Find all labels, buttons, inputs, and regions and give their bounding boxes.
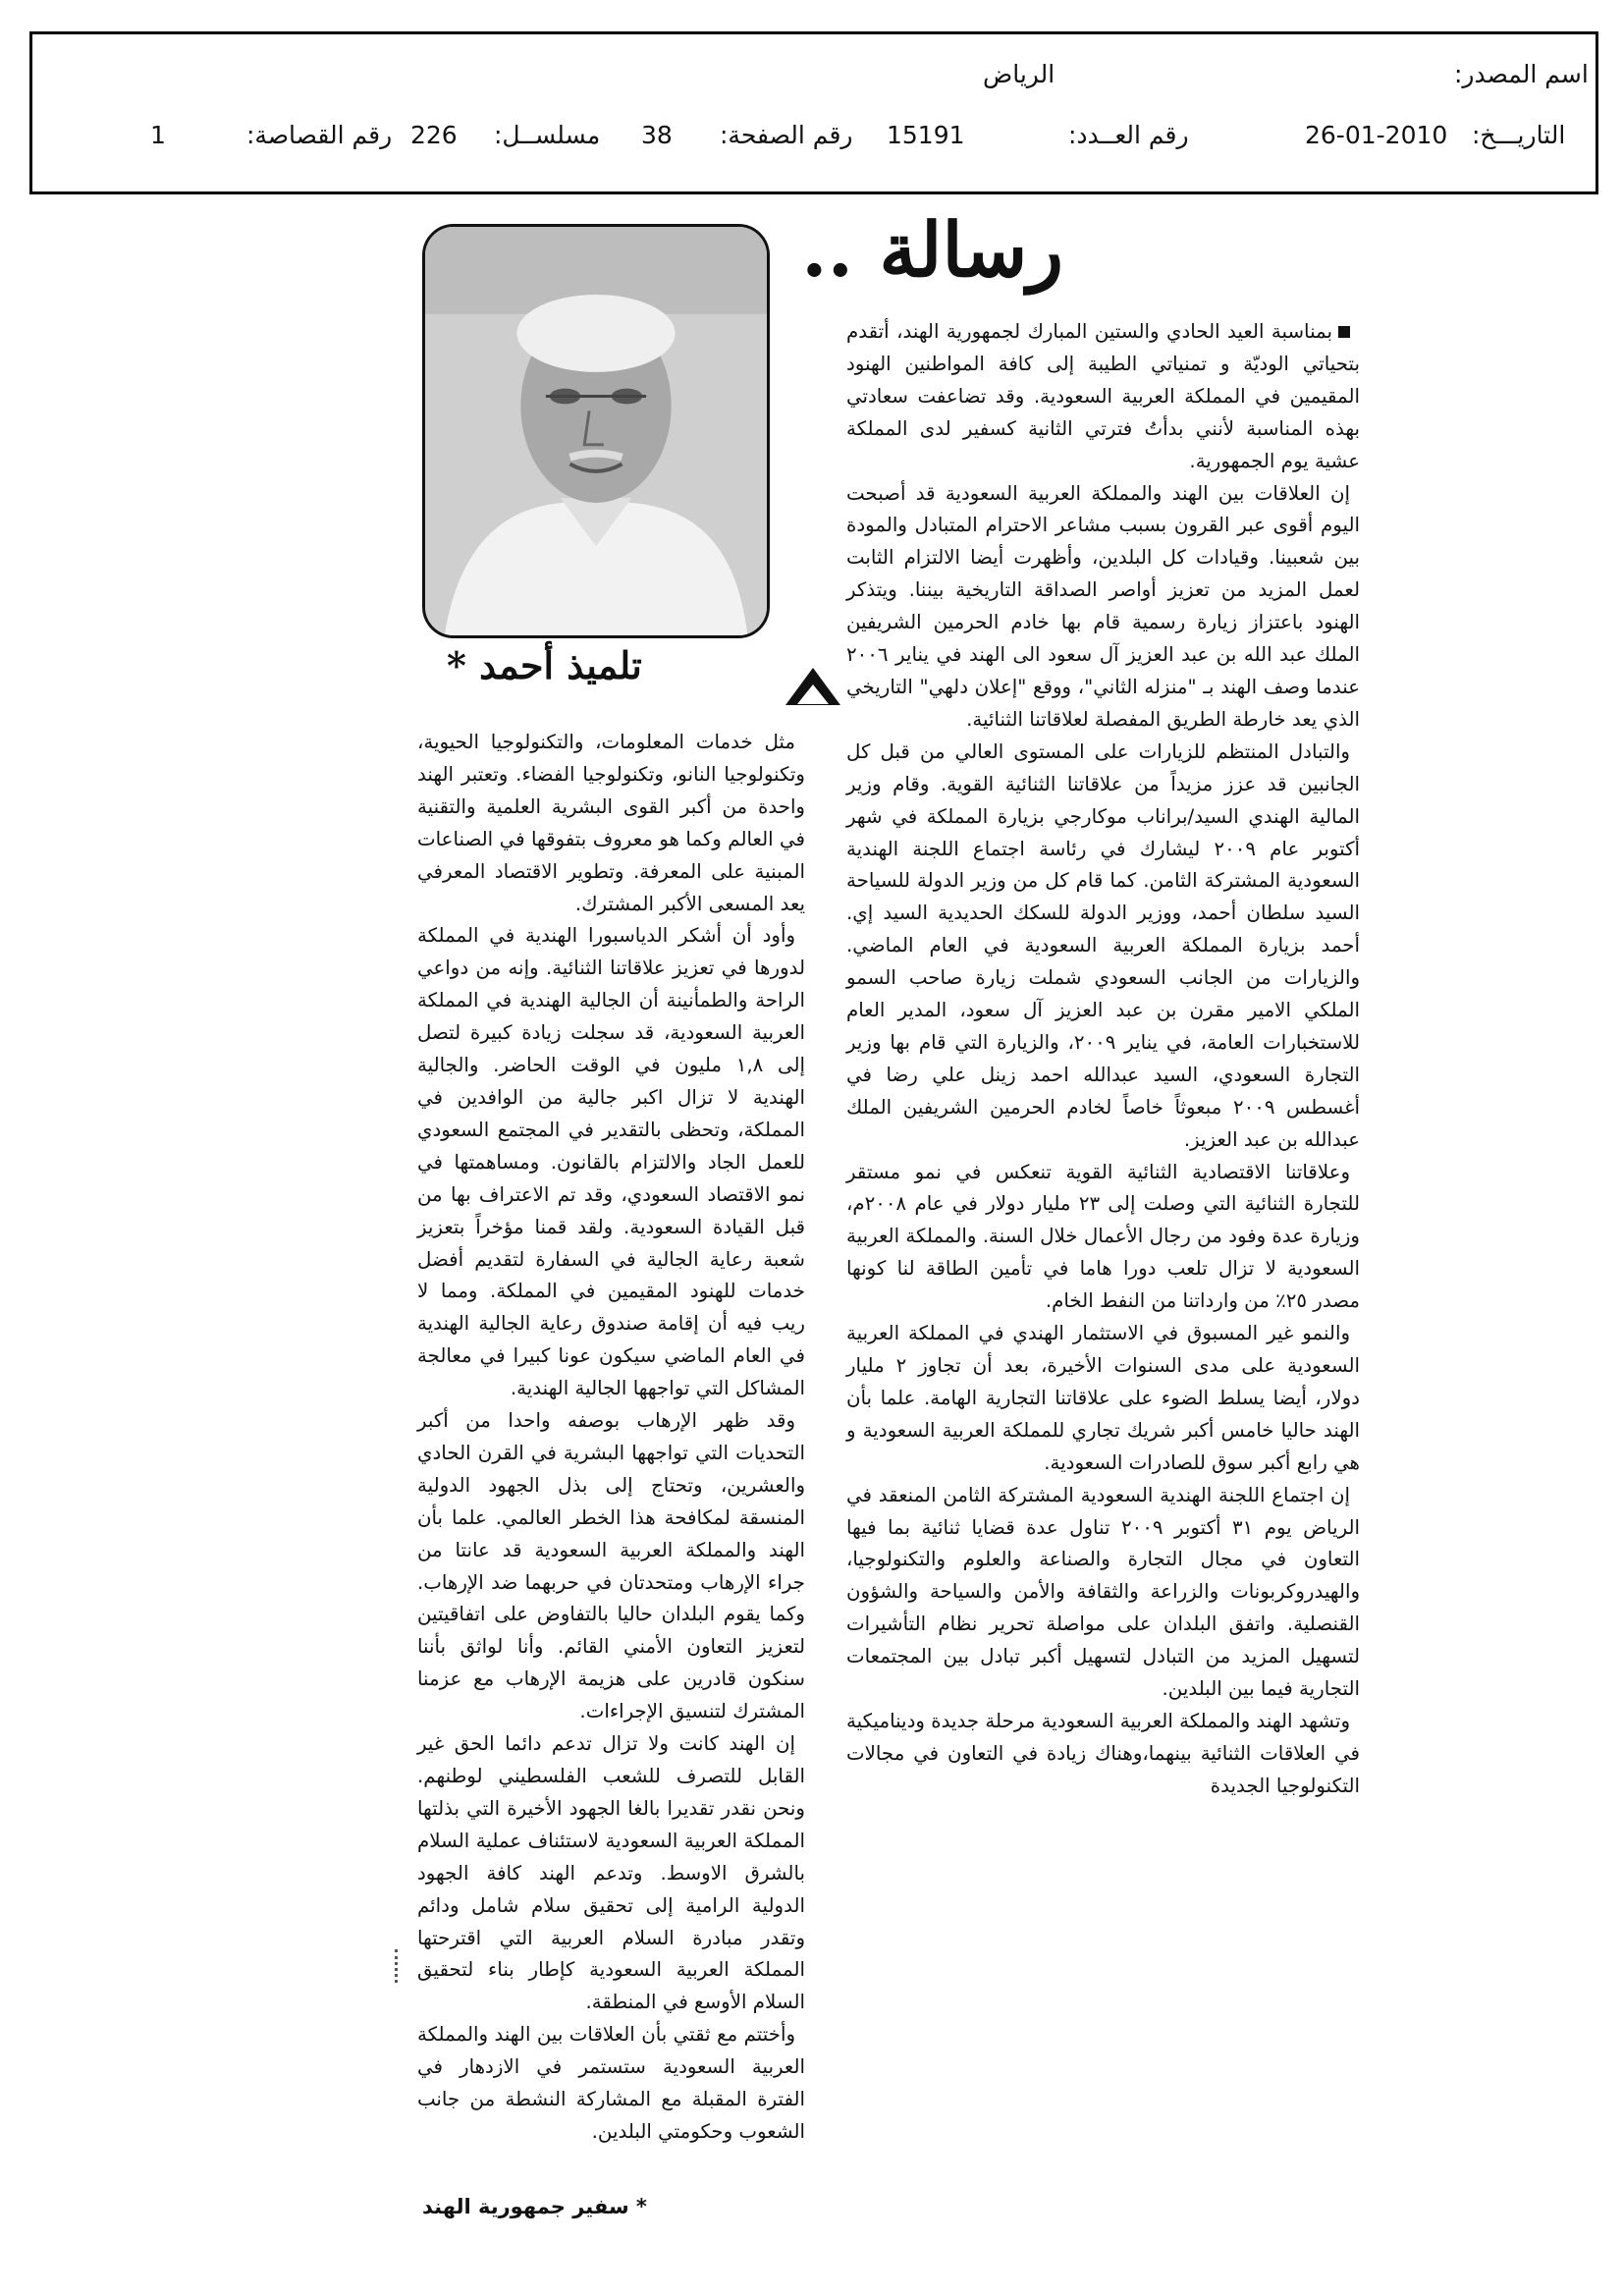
article-right-column <box>846 316 1360 1803</box>
paragraph: إن الهند كانت ولا تزال تدعم دائما الحق غير القابل للتصرف للشعب الفلسطيني لوطنهم. ونحن نقدر تقديرا بالغا الجهود الأخيرة التي بذلتها المملكة العربية السعودية لاستئناف عملية السلام بالشرق الاوسط. وتدعم الهند كافة الجهود الدولية الرامية إلى تحقيق سلام شامل ودائم وتقدر مبادرة السلام العربية التي اقترحتها المملكة العربية السعودية كإطار بناء لتحقيق السلام الأوسع في المنطقة. <box>417 1732 805 2014</box>
issue-label: رقم العــدد: <box>1068 121 1189 149</box>
page-label: رقم الصفحة: <box>720 121 853 149</box>
clipping-header <box>29 31 1598 194</box>
date-value: 26-01-2010 <box>1305 121 1448 149</box>
clip-value: 1 <box>150 121 166 149</box>
paragraph: إن اجتماع اللجنة الهندية السعودية المشتركة الثامن المنعقد في الرياض يوم ٣١ أكتوبر ٢٠٠٩ تناول عدة قضايا ثنائية بما فيها التعاون في مجال التجارة والصناعة والعلوم والتكنولوجيا، والهيدروكربونات والزراعة والثقافة والأمن والسياحة والشؤون القنصلية. واتفق البلدان على مواصلة تحرير نظام التأشيرات لتسهيل المزيد من التبادل لتسهيل أكبر تبادل بين المجتمعات التجارية فيما بين البلدين. <box>846 1483 1361 1701</box>
paragraph: والتبادل المنتظم للزيارات على المستوى العالي من قبل كل الجانبين قد عزز مزيداً من علاقاتنا الثنائية القوية. وقام وزير المالية الهندي السيد/براناب موكارجي بزيارة المملكة في شهر أكتوبر عام ٢٠٠٩ ليشارك في رئاسة اجتماع اللجنة الهندية السعودية المشتركة الثامن. كما قام كل من وزير الدولة للسياحة السيد سلطان أحمد، ووزير الدولة للسكك الحديدية السيد إي. أحمد بزيارة المملكة العربية السعودية في العام الماضي. والزيارات من الجانب السعودي شملت زيارة صاحب السمو الملكي الامير مقرن بن عبد العزيز آل سعود، المدير العام للاستخبارات العامة، في يناير ٢٠٠٩، والزيارة التي قام بها وزير التجارة السعودي، السيد عبدالله احمد زينل علي رضا في أغسطس ٢٠٠٩ مبعوثاً خاصاً لخادم الحرمين الشريفين الملك عبدالله بن عبد العزيز. <box>846 739 1360 1151</box>
paragraph: وتشهد الهند والمملكة العربية السعودية مرحلة جديدة وديناميكية في العلاقات الثنائية بينهما،وهناك زيادة في التعاون في مجالات التكنولوجيا الجديدة <box>846 1709 1360 1797</box>
source-value: الرياض <box>983 60 1055 88</box>
scan-speck <box>395 1949 404 1983</box>
clip-label: رقم القصاصة: <box>246 121 393 149</box>
paragraph: وقد ظهر الإرهاب بوصفه واحدا من أكبر التحديات التي تواجهها البشرية في القرن الحادي والعشرين، وتحتاج إلى بذل الجهود الدولية المنسقة لمكافحة هذا الخطر العالمي. علما بأن الهند والمملكة العربية السعودية قد عانتا من جراء الإرهاب ومتحدتان في حربهما ضد الإرهاب. وكما يقوم البلدان حاليا بالتفاوض على اتفاقيتين لتعزيز التعاون الأمني القائم. وأنا لواثق بأننا سنكون قادرين على هزيمة الإرهاب مع عزمنا المشترك لتنسيق الإجراءات. <box>417 1409 805 1723</box>
serial-label: مسلســل: <box>494 121 601 149</box>
author-name: تلميذ أحمد * <box>447 643 642 687</box>
paragraph: إن العلاقات بين الهند والمملكة العربية السعودية قد أصبحت اليوم أقوى عبر القرون بسبب مشاعر الاحترام المتبادل والمودة بين شعبينا. وقيادات كل البلدين، وأظهرت أيضا الالتزام الثابت لعمل المزيد من تعزيز أواصر الصداقة التاريخية بيننا. ويتذكر الهنود باعتزاز زيارة رسمية قام بها خادم الحرمين الشريفين الملك عبد الله بن عبد العزيز آل سعود الى الهند في يناير ٢٠٠٦ عندما وصف الهند بـ "منزله الثاني"، ووقع "إعلان دلهي" التاريخي الذي يعد خارطة الطريق المفصلة لعلاقاتنا الثنائية. <box>846 481 1360 731</box>
date-label: التاريـــخ: <box>1472 121 1566 149</box>
serial-value: 226 <box>410 121 458 149</box>
paragraph: وأود أن أشكر الدياسبورا الهندية في المملكة لدورها في تعزيز علاقاتنا الثنائية. وإنه من دواعي الراحة والطمأنينة أن الجالية الهندية في المملكة العربية السعودية، قد سجلت زيادة كبيرة لتصل إلى ١,٨ مليون في الوقت الحاضر. والجالية الهندية لا تزال اكبر جالية من الوافدين في المملكة، وتحظى بالتقدير في المجتمع السعودي للعمل الجاد والالتزام بالقانون. ومساهمتها في نمو الاقتصاد السعودي، وقد تم الاعتراف بها من قبل القيادة السعودية. ولقد قمنا مؤخراً بتعزيز شعبة رعاية الجالية في السفارة لتقديم أفضل خدمات للهنود المقيمين في المملكة. ومما لا ريب فيه أن إقامة صندوق رعاية الجالية الهندية في العام الماضي سيكون عونا كبيرا في معالجة المشاكل التي تواجهها الجالية الهندية. <box>417 924 805 1400</box>
article-left-column <box>417 727 805 2149</box>
author-signature: * سفير جمهورية الهند <box>422 2195 647 2218</box>
page-value: 38 <box>641 121 673 149</box>
author-photo <box>422 224 770 638</box>
issue-value: 15191 <box>887 121 965 149</box>
paragraph: بمناسبة العيد الحادي والستين المبارك لجمهورية الهند، أتقدم بتحياتي الوديّة و تمنياتي الطيبة إلى كافة المواطنين الهنود المقيمين في المملكة العربية السعودية. وقد تضاعفت سعادتي بهذه المناسبة لأنني بدأتُ فترتي الثانية كسفير لدى المملكة عشية يوم الجمهورية. <box>846 320 1360 472</box>
source-label: اسم المصدر: <box>1454 60 1589 88</box>
paragraph: وأختتم مع ثقتي بأن العلاقات بين الهند والمملكة العربية السعودية ستستمر في الازدهار في الفترة المقبلة مع المشاركة النشطة من جانب الشعوب وحكومتي البلدين. <box>417 2023 805 2143</box>
article-title: رسالة .. <box>801 206 1063 294</box>
paragraph: والنمو غير المسبوق في الاستثمار الهندي في المملكة العربية السعودية على مدى السنوات الأخيرة، بعد أن تجاوز ٢ مليار دولار، أيضا يسلط الضوء على علاقاتنا التجارية الهامة. علما بأن الهند حاليا خامس أكبر شريك تجاري للمملكة العربية السعودية و هي رابع أكبر سوق للصادرات السعودية. <box>846 1322 1361 1474</box>
paragraph: وعلاقاتنا الاقتصادية الثنائية القوية تنعكس في نمو مستقر للتجارة الثنائية التي وصلت إلى ٢٣ مليار دولار في عام ٢٠٠٨م، وزيارة عدة وفود من رجال الأعمال خلال السنة. والمملكة العربية السعودية لا تزال تلعب دورا هاما في تأمين الطاقة لنا كونها مصدر ٢٥٪ من وارداتنا من النفط الخام. <box>846 1160 1360 1313</box>
paragraph: مثل خدمات المعلومات، والتكنولوجيا الحيوية، وتكنولوجيا النانو، وتكنولوجيا الفضاء. وتعتبر الهند واحدة من أكبر القوى البشرية العلمية والتقنية في العالم وكما هو معروف بتفوقها في الصناعات المبنية على المعرفة. وتطوير الاقتصاد المعرفي يعد المسعى الأكبر المشترك. <box>417 731 805 915</box>
bullet-square-icon <box>1338 326 1350 338</box>
decorative-triangle-inner <box>797 684 829 704</box>
